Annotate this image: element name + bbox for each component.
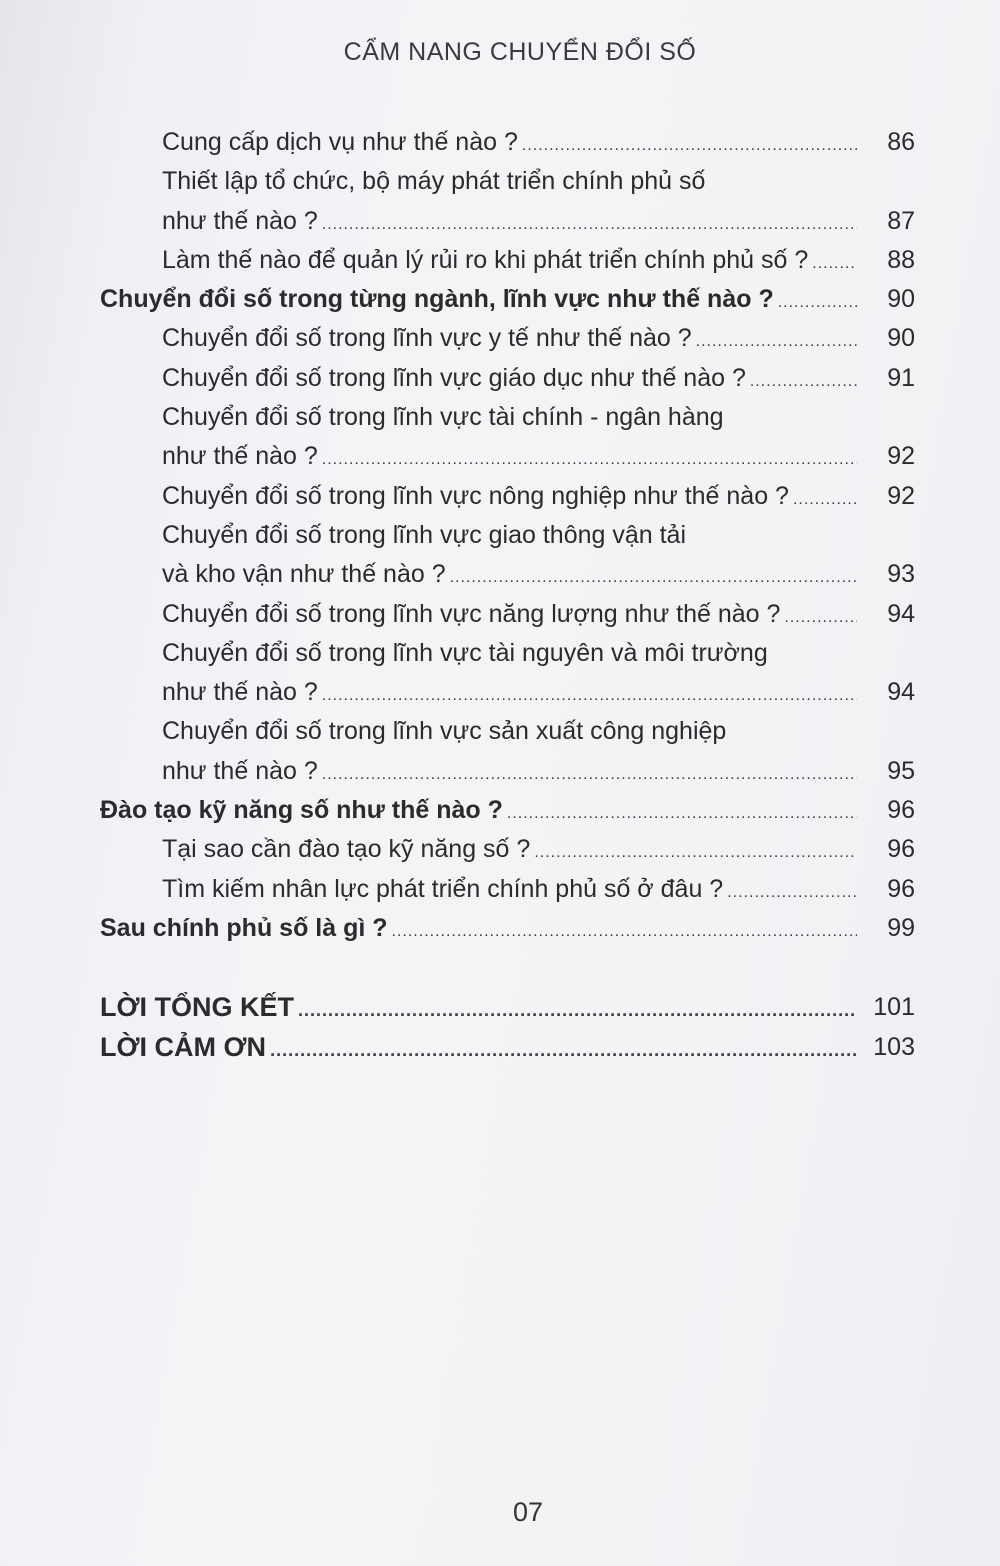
toc-page-number: 94: [887, 599, 915, 628]
toc-entry: [100, 870, 915, 909]
toc-dot-leader: [322, 205, 857, 244]
toc-entry: [100, 555, 915, 594]
toc-entry-title: LỜI CẢM ƠN: [100, 1031, 267, 1062]
toc-dot-leader: [322, 676, 857, 715]
toc-entry-line: [162, 673, 857, 715]
toc-dot-leader: [298, 991, 857, 1030]
toc-dot-leader: [270, 1031, 857, 1070]
toc-entry-title: như thế nào ?: [162, 206, 318, 235]
toc-page-number: 92: [887, 442, 915, 471]
toc-page-number: 94: [887, 678, 915, 707]
toc-page-number: 99: [887, 913, 915, 942]
toc-entry-line: [162, 202, 857, 244]
toc-entry: [100, 319, 915, 358]
toc-entry: [100, 988, 915, 1027]
toc-page-number: 86: [887, 128, 915, 156]
toc-entry-line: [162, 359, 857, 401]
toc-entry: [100, 712, 915, 751]
toc-entry-line: [100, 909, 857, 951]
table-of-contents: [100, 123, 915, 1067]
toc-entry-line: [162, 634, 857, 673]
toc-entry-line: [100, 280, 857, 322]
toc-entry-line: [162, 123, 857, 165]
toc-entry-title: Tại sao cần đào tạo kỹ năng số ?: [162, 835, 531, 864]
toc-entry-line: [162, 241, 857, 283]
toc-page-number: 103: [873, 1032, 915, 1061]
toc-entry-line: [162, 555, 857, 597]
toc-entry-line: [162, 319, 857, 361]
toc-entry-title: Chuyển đổi số trong lĩnh vực y tế như thế nào ?: [162, 324, 692, 353]
toc-entry-line: [100, 1028, 857, 1070]
toc-entry: [100, 241, 915, 280]
toc-entry: [100, 595, 915, 634]
toc-entry-title: như thế nào ?: [162, 442, 318, 471]
toc-entry-title: như thế nào ?: [162, 756, 318, 785]
toc-entry-line: [162, 516, 857, 555]
toc-dot-leader: [322, 440, 857, 479]
toc-entry: [100, 634, 915, 673]
toc-entry-title: Cung cấp dịch vụ như thế nào ?: [162, 128, 518, 156]
page-number: 07: [512, 1497, 544, 1527]
toc-entry: [100, 280, 915, 319]
toc-entry-title: Chuyển đổi số trong lĩnh vực giáo dục như thế nào ?: [162, 363, 746, 392]
toc-entry: [100, 791, 915, 830]
toc-entry: [100, 123, 915, 162]
toc-entry: [100, 909, 915, 948]
toc-entry-line: [100, 791, 857, 833]
toc-page-number: 92: [887, 481, 915, 510]
toc-dot-leader: [812, 244, 857, 283]
toc-entry-title: Chuyển đổi số trong lĩnh vực sản xuất công nghiệp: [162, 717, 727, 746]
toc-entry: [100, 673, 915, 712]
toc-dot-leader: [392, 912, 857, 951]
toc-entry-line: [162, 830, 857, 872]
toc-page-number: 95: [887, 756, 915, 785]
toc-dot-leader: [507, 794, 857, 833]
toc-dot-leader: [534, 833, 857, 872]
toc-entry-title: Thiết lập tổ chức, bộ máy phát triển chính phủ số: [162, 167, 706, 196]
toc-entry-title: Chuyển đổi số trong lĩnh vực năng lượng như thế nào ?: [162, 599, 781, 628]
toc-page-number: 88: [887, 245, 915, 274]
toc-page-number: 90: [887, 324, 915, 353]
toc-dot-leader: [322, 755, 857, 794]
toc-entry: [100, 437, 915, 476]
toc-entry: [100, 516, 915, 555]
toc-dot-leader: [778, 283, 857, 322]
toc-dot-leader: [522, 126, 857, 165]
toc-dot-leader: [793, 480, 857, 519]
toc-entry-line: [162, 398, 857, 437]
toc-entry-title: Làm thế nào để quản lý rủi ro khi phát triển chính phủ số ?: [162, 245, 809, 274]
toc-page-number: 91: [887, 363, 915, 392]
toc-dot-leader: [450, 558, 857, 597]
toc-dot-leader: [784, 598, 857, 637]
toc-entry-title: Chuyển đổi số trong lĩnh vực tài chính - ngân hàng: [162, 403, 724, 432]
toc-entry-title: Đào tạo kỹ năng số như thế nào ?: [100, 796, 503, 825]
toc-dot-leader: [696, 322, 857, 361]
toc-entry-title: và kho vận như thế nào ?: [162, 560, 446, 589]
toc-entry: [100, 752, 915, 791]
toc-entry-line: [162, 752, 857, 794]
toc-entry-line: [162, 870, 857, 912]
toc-page-number: 96: [887, 835, 915, 864]
toc-entry-line: [162, 162, 857, 201]
toc-entry-line: [162, 595, 857, 637]
toc-entry: [100, 162, 915, 201]
toc-entry-title: như thế nào ?: [162, 678, 318, 707]
toc-page-number: 101: [873, 993, 915, 1022]
toc-entry-title: Chuyển đổi số trong lĩnh vực tài nguyên và môi trường: [162, 638, 768, 667]
toc-entry-title: Chuyển đổi số trong từng ngành, lĩnh vực như thế nào ?: [100, 285, 774, 314]
toc-entry: [100, 1028, 915, 1067]
toc-entry: [100, 830, 915, 869]
toc-page-number: 90: [887, 285, 915, 314]
toc-page-number: 96: [887, 874, 915, 903]
toc-entry: [100, 477, 915, 516]
running-header: CẨM NANG CHUYỂN ĐỔI SỐ: [343, 38, 697, 66]
toc-entry-title: Sau chính phủ số là gì ?: [100, 913, 388, 942]
toc-entry-line: [162, 712, 857, 751]
toc-entry-title: Tìm kiếm nhân lực phát triển chính phủ số ở đâu ?: [162, 874, 724, 903]
toc-entry-title: LỜI TỔNG KẾT: [100, 992, 295, 1023]
toc-page-number: 93: [887, 560, 915, 589]
toc-entry: [100, 398, 915, 437]
toc-entry-line: [100, 988, 857, 1030]
toc-dot-leader: [750, 362, 857, 401]
toc-entry: [100, 202, 915, 241]
toc-page-number: 87: [887, 206, 915, 235]
toc-entry: [100, 359, 915, 398]
toc-entry-line: [162, 437, 857, 479]
toc-entry-title: Chuyển đổi số trong lĩnh vực nông nghiệp như thế nào ?: [162, 481, 789, 510]
toc-dot-leader: [727, 873, 857, 912]
toc-page-number: 96: [887, 796, 915, 825]
toc-entry-title: Chuyển đổi số trong lĩnh vực giao thông vận tải: [162, 520, 687, 549]
toc-entry-line: [162, 477, 857, 519]
